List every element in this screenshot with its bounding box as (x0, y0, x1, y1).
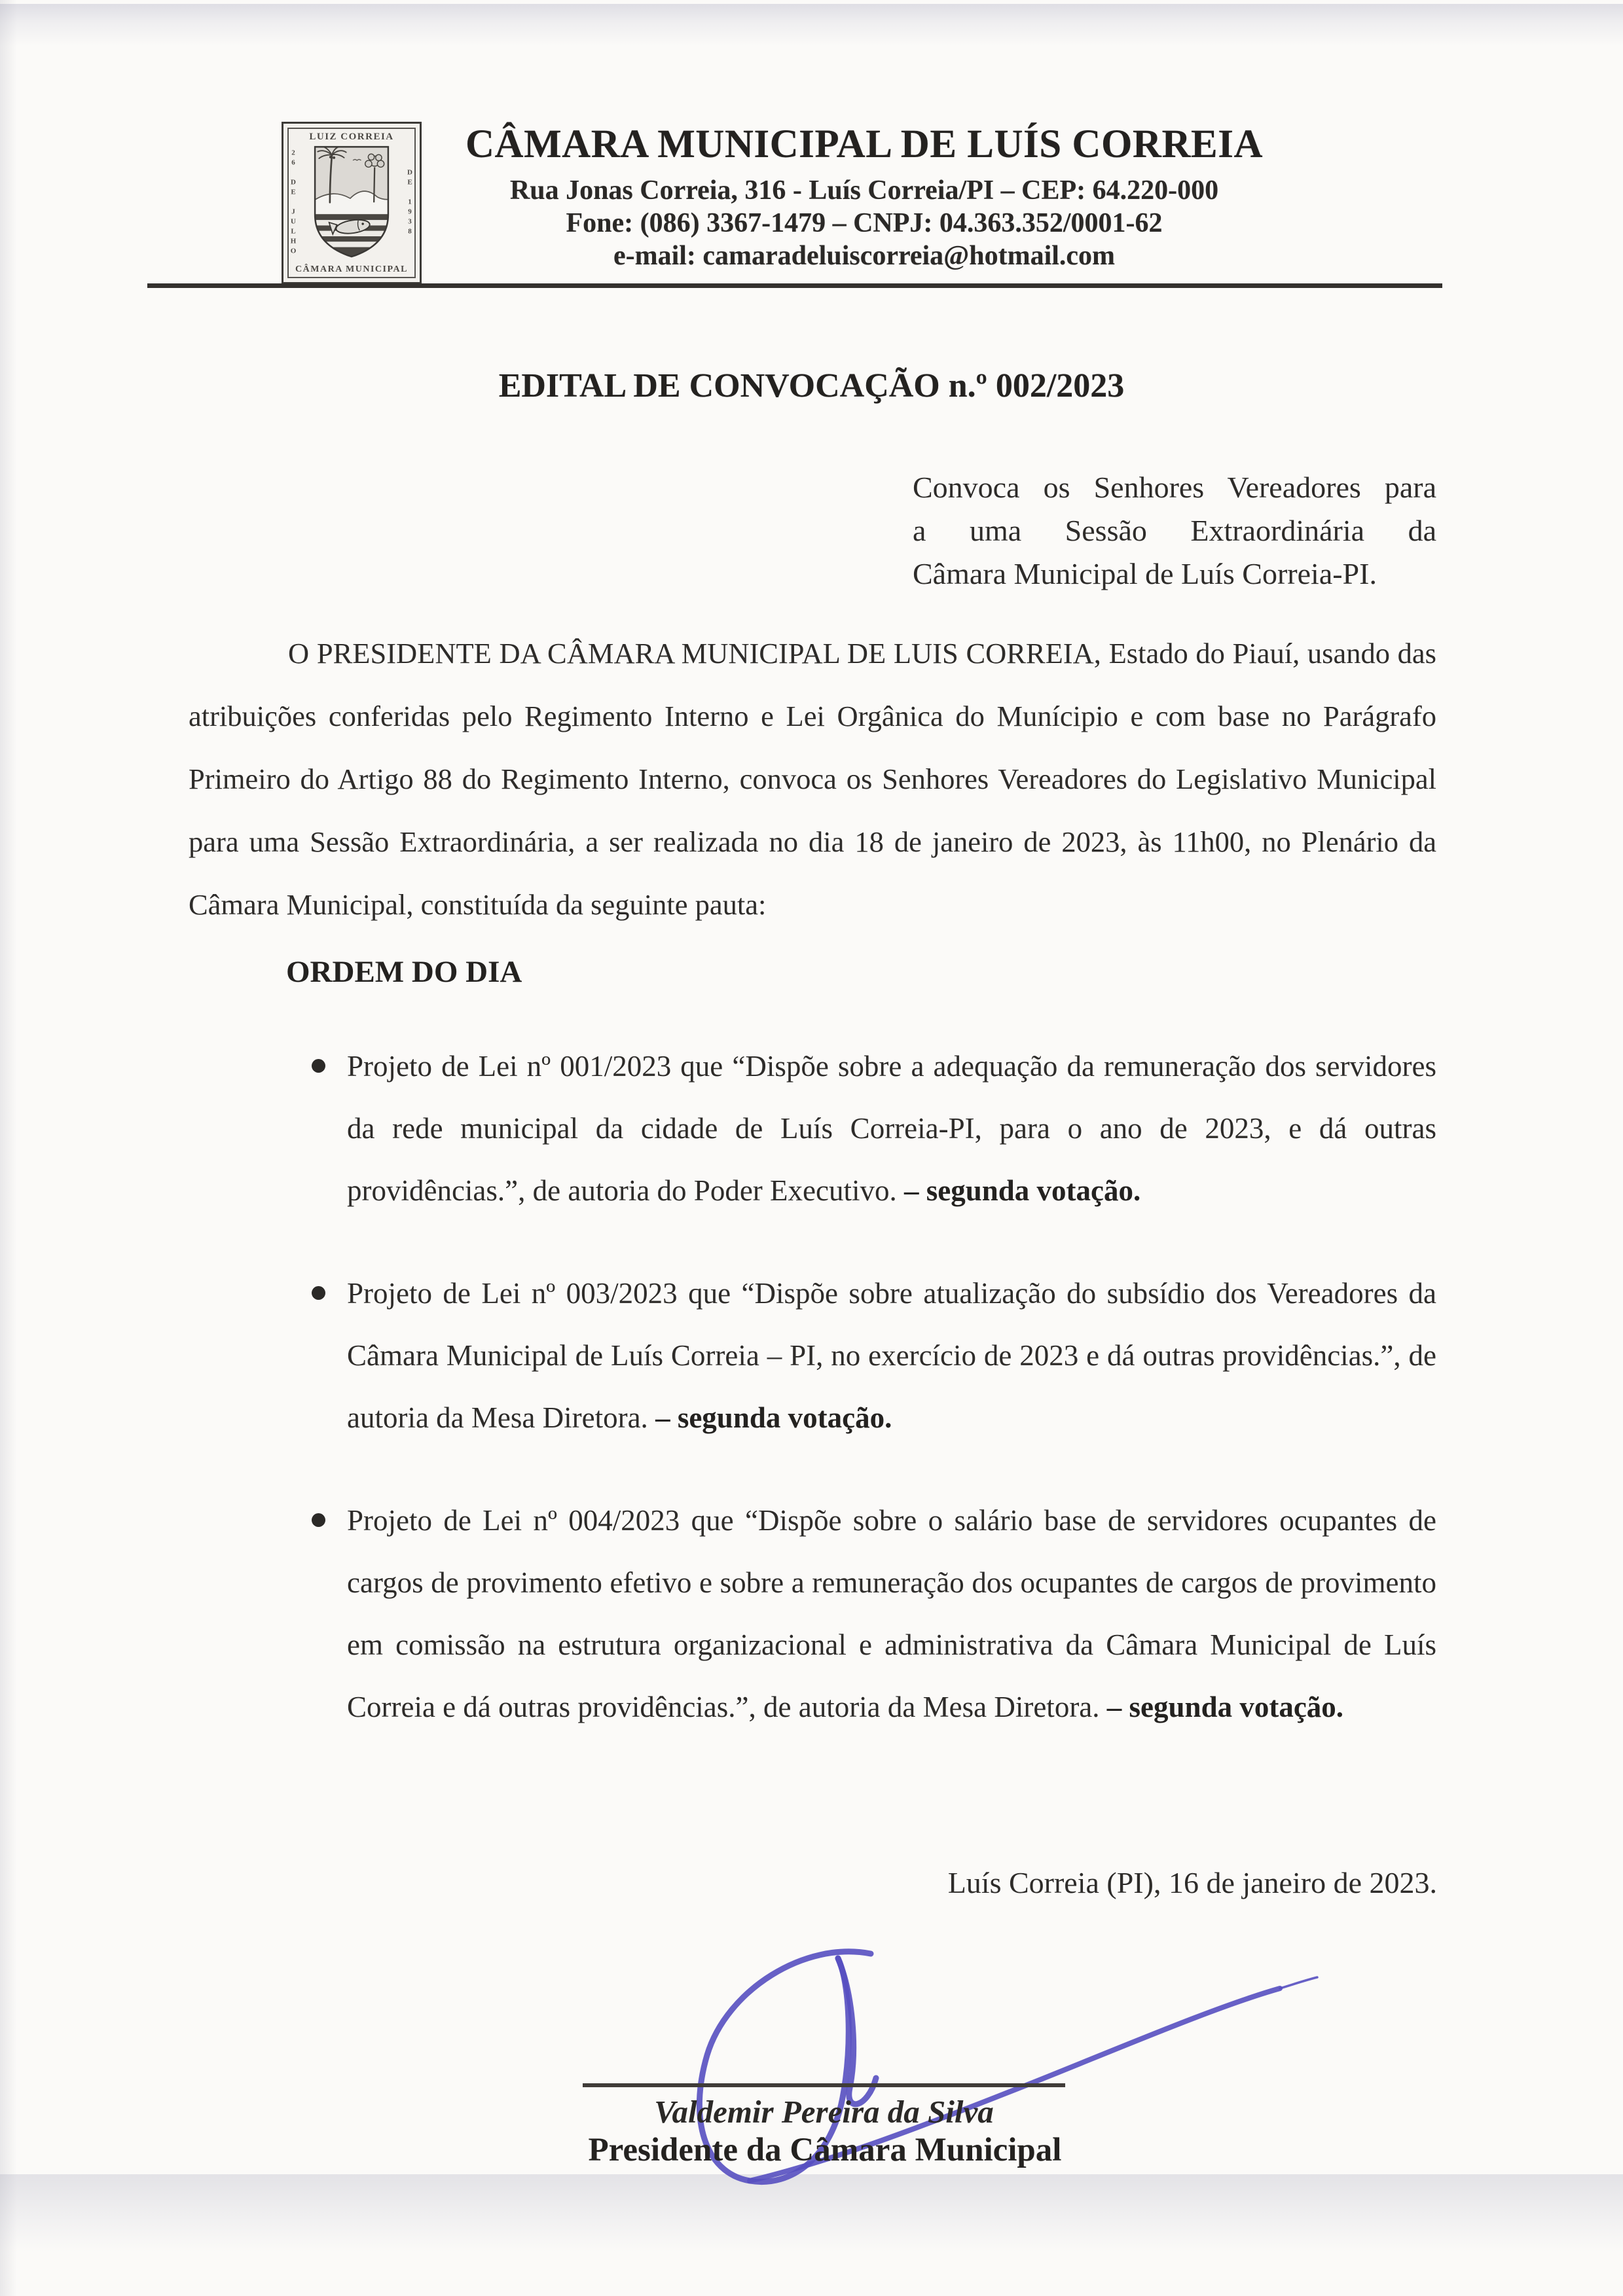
agenda-heading: ORDEM DO DIA (286, 955, 522, 989)
org-phone-cnpj: Fone: (086) 3367-1479 – CNPJ: 04.363.352/0001-62 (566, 208, 1163, 238)
seal-right-label: DE 1938 (406, 168, 414, 238)
seal-top-label: LUIZ CORREIA (309, 132, 394, 142)
agenda-item (347, 1035, 1436, 1222)
org-name: CÂMARA MUNICIPAL DE LUÍS CORREIA (465, 122, 1263, 166)
second-vote-emphasis: – segunda votação. (1106, 1691, 1344, 1723)
seal-left-label: 26 DE JULHO (289, 149, 297, 257)
epigraph-line: Convoca os Senhores Vereadores para (913, 471, 1436, 504)
epigraph-line: a uma Sessão Extraordinária da (913, 514, 1436, 547)
opening-paragraph: O PRESIDENTE DA CÂMARA MUNICIPAL DE LUIS CORREIA, Estado do Piauí, usando das atribuições conferidas pelo Regimento Interno e Lei Orgânica do Munícipio e com base no Parágrafo Primeiro do Artigo 88 do Regimento Interno, convoca os Senhores Vereadores do Legislativo Municipal para uma Sessão Extraordinária, a ser realizada no dia 18 de janeiro de 2023, às 11h00, no Plenário da Câmara Municipal, constituída da seguinte pauta: (189, 637, 1436, 921)
bullet-icon (312, 1059, 325, 1073)
seal-crest-icon (310, 144, 393, 259)
scan-artifact-top (0, 4, 1623, 46)
agenda-item (347, 1263, 1436, 1449)
epigraph-line: Câmara Municipal de Luís Correia-PI. (913, 557, 1377, 590)
document-title: EDITAL DE CONVOCAÇÃO n.º 002/2023 (498, 367, 1125, 404)
seal-bottom-label: CÂMARA MUNICIPAL (295, 264, 408, 274)
letterhead-text (399, 123, 1329, 272)
signature-line (583, 2083, 1065, 2087)
epigraph (913, 466, 1436, 596)
header-rule (147, 283, 1442, 288)
agenda-item-text: Projeto de Lei nº 001/2023 que “Dispõe sobre a adequação da remuneração dos servidores da rede municipal da cidade de Luís Correia-PI, para o ano de 2023, e dá outras providências.”, de autoria do Poder Executivo. (347, 1050, 1436, 1207)
second-vote-emphasis: – segunda votação. (655, 1401, 892, 1434)
bullet-icon (312, 1286, 325, 1300)
scan-artifact-bottom (0, 2174, 1623, 2253)
agenda-list (347, 1035, 1436, 1779)
org-address: Rua Jonas Correia, 316 - Luís Correia/PI – CEP: 64.220-000 (509, 175, 1219, 206)
agenda-item-text: Projeto de Lei nº 003/2023 que “Dispõe sobre atualização do subsídio dos Vereadores da Câmara Municipal de Luís Correia – PI, no exercício de 2023 e dá outras providências.”, de autoria da Mesa Diretora. (347, 1277, 1436, 1434)
bullet-icon (312, 1513, 325, 1527)
org-email: e-mail: camaradeluiscorreia@hotmail.com (613, 241, 1116, 271)
signatory-name: Valdemir Pereira da Silva (654, 2094, 994, 2130)
second-vote-emphasis: – segunda votação. (903, 1174, 1141, 1207)
signatory-role: Presidente da Câmara Municipal (588, 2132, 1062, 2168)
agenda-item-text: Projeto de Lei nº 004/2023 que “Dispõe sobre o salário base de servidores ocupantes de cargos de provimento efetivo e sobre a remuneração dos ocupantes de cargos de provimento em comissão na estrutura organizacional e administrativa da Câmara Municipal de Luís Correia e dá outras providências.”, de autoria da Mesa Diretora. (347, 1504, 1436, 1723)
agenda-item (347, 1490, 1436, 1738)
dateline: Luís Correia (PI), 16 de janeiro de 2023. (947, 1866, 1437, 1899)
scan-artifact-left-edge (0, 0, 17, 2296)
